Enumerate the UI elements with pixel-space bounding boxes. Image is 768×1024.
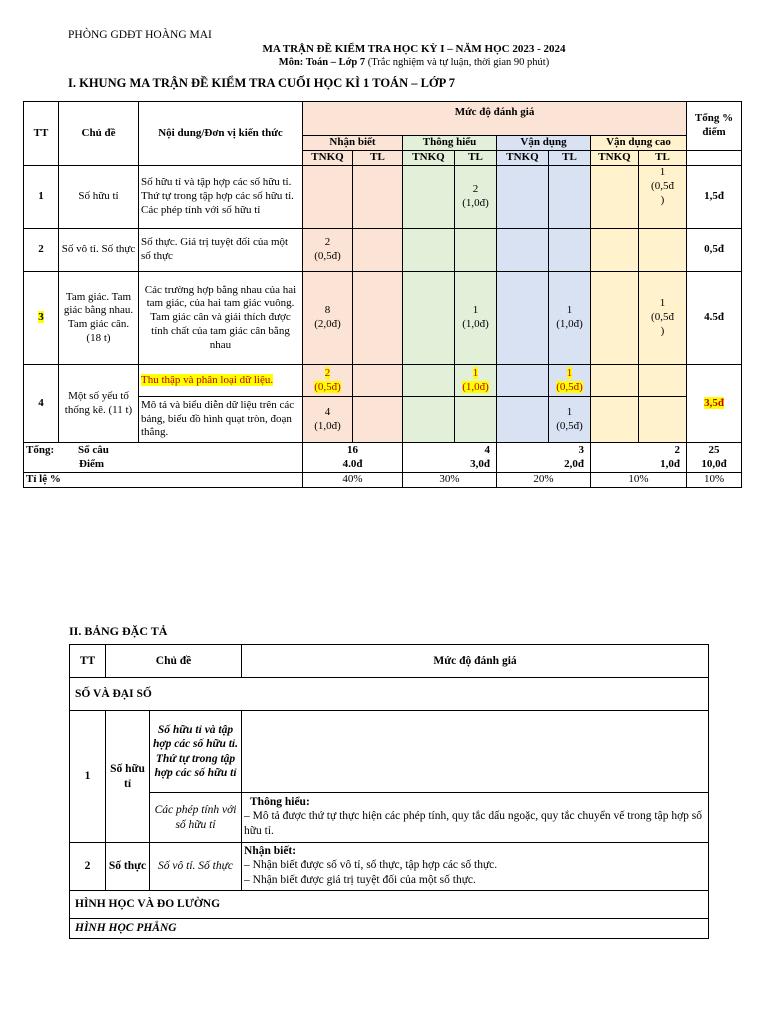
row-content-b: Mô tả và biểu diễn dữ liệu trên các bảng, biểu đồ hình quạt tròn, đoạn thẳng. bbox=[139, 397, 303, 443]
cell-score-tail: ) bbox=[660, 324, 665, 337]
totals-count: 16 bbox=[347, 443, 358, 456]
table-row bbox=[70, 711, 709, 793]
row-content: Số hữu tỉ và tập hợp các số hữu tỉ. Thứ tự trong tập hợp các số hữu tỉ. Các phép tính với số hữu tỉ bbox=[139, 166, 303, 229]
sub-tl: TL bbox=[639, 151, 687, 166]
table-row bbox=[24, 365, 742, 397]
cell bbox=[403, 365, 455, 397]
col-header-topic: Chủ đề bbox=[59, 102, 139, 166]
totals-label bbox=[24, 443, 303, 473]
cell bbox=[549, 272, 591, 365]
row-topic: Tam giác. Tam giác bằng nhau. Tam giác cân. (18 t) bbox=[59, 272, 139, 365]
cell bbox=[403, 229, 455, 272]
spec-subtopic: Số vô tỉ. Số thực bbox=[150, 843, 242, 891]
ratio-all: 10% bbox=[687, 473, 742, 488]
table-row bbox=[70, 793, 709, 843]
cell-score: (0,5đ bbox=[651, 311, 674, 324]
spec-level-cell bbox=[242, 711, 709, 793]
cell-count: 2 bbox=[472, 183, 479, 196]
totals-row bbox=[24, 443, 742, 473]
sub-tl: TL bbox=[353, 151, 403, 166]
ratio-label: Tỉ lệ % bbox=[24, 473, 303, 488]
ratio-nb: 40% bbox=[303, 473, 403, 488]
cell-score: (1,0đ) bbox=[462, 197, 489, 209]
cell bbox=[303, 229, 353, 272]
cell bbox=[639, 166, 687, 229]
cell bbox=[591, 229, 639, 272]
cell-score: (1,0đ) bbox=[556, 318, 583, 330]
cell bbox=[455, 397, 497, 443]
spec-group-hinh-hoc-phang: HÌNH HỌC PHẲNG bbox=[70, 919, 709, 939]
totals-count: 2 bbox=[674, 443, 681, 456]
cell bbox=[549, 365, 591, 397]
cell bbox=[353, 365, 403, 397]
table-row bbox=[24, 229, 742, 272]
row-topic: Số hữu tỉ bbox=[59, 166, 139, 229]
sub-tnkq: TNKQ bbox=[303, 151, 353, 166]
ratio-vdc: 10% bbox=[591, 473, 687, 488]
spec-row-topic: Số thực bbox=[106, 843, 150, 891]
cell bbox=[455, 229, 497, 272]
cell bbox=[591, 166, 639, 229]
cell bbox=[455, 272, 497, 365]
cell bbox=[639, 229, 687, 272]
col-header-levels: Mức độ đánh giá bbox=[303, 102, 687, 136]
cell bbox=[497, 397, 549, 443]
document-title: MA TRẬN ĐỀ KIỂM TRA HỌC KỲ I – NĂM HỌC 2023 - 2024 bbox=[262, 43, 566, 55]
cell-score: (0,5đ) bbox=[556, 419, 583, 432]
spec-header-tt: TT bbox=[70, 645, 106, 678]
cell bbox=[591, 365, 639, 397]
subject-label: Môn: Toán – Lớp 7 bbox=[278, 57, 366, 68]
cell bbox=[353, 229, 403, 272]
row-content: Các trường hợp bằng nhau của hai tam giác, của hai tam giác vuông. Tam giác cân và giải thích được tính chất của tam giác cân bằng nhau bbox=[139, 272, 303, 365]
cell bbox=[591, 272, 639, 365]
spec-subtopic: Các phép tính với số hữu tỉ bbox=[150, 793, 242, 843]
col-header-content: Nội dung/Đơn vị kiến thức bbox=[139, 102, 303, 166]
cell-count: 4 bbox=[324, 405, 331, 418]
sub-tl: TL bbox=[549, 151, 591, 166]
totals-vd bbox=[497, 443, 591, 473]
cell bbox=[549, 166, 591, 229]
cell bbox=[591, 397, 639, 443]
cell-count: 1 bbox=[659, 166, 666, 178]
assessment-matrix-table bbox=[23, 101, 742, 488]
content-highlight: Thu thập và phân loại dữ liệu. bbox=[141, 373, 274, 386]
spec-level-text: – Mô tả được thứ tự thực hiện các phép tính, quy tắc dấu ngoặc, quy tắc chuyển vế trong tập hợp số hữu tỉ. bbox=[244, 810, 703, 837]
row-total: 0,5đ bbox=[687, 229, 742, 272]
totals-score: 4.0đ bbox=[342, 457, 363, 470]
cell-score: (1,0đ) bbox=[314, 419, 341, 432]
cell-count: 8 bbox=[324, 304, 331, 317]
cell-count: 1 bbox=[566, 304, 573, 317]
spec-header-topic: Chủ đề bbox=[106, 645, 242, 678]
cell bbox=[303, 272, 353, 365]
cell-score: (0,5đ) bbox=[314, 380, 341, 393]
cell bbox=[403, 272, 455, 365]
cell bbox=[639, 397, 687, 443]
cell-score: (2,0đ) bbox=[314, 318, 341, 330]
ratio-th: 30% bbox=[403, 473, 497, 488]
spec-row-topic: Số hữu tỉ bbox=[106, 711, 150, 843]
cell bbox=[497, 166, 549, 229]
table-row bbox=[24, 166, 742, 229]
ratio-row bbox=[24, 473, 742, 488]
spec-group-hinh-hoc: HÌNH HỌC VÀ ĐO LƯỜNG bbox=[70, 891, 709, 919]
sub-tnkq: TNKQ bbox=[497, 151, 549, 166]
spec-level-heading: Thông hiểu: bbox=[250, 796, 310, 808]
cell-score: (1,0đ) bbox=[462, 318, 489, 330]
specification-table bbox=[69, 644, 709, 939]
spec-row-tt: 1 bbox=[70, 711, 106, 843]
totals-score: 1,0đ bbox=[660, 457, 681, 470]
spec-level-text: – Nhận biết được số vô tỉ, số thực, tập hợp các số thực. bbox=[244, 859, 498, 872]
spec-level-text: – Nhận biết được giá trị tuyệt đối của một số thực. bbox=[244, 873, 476, 886]
row-content: Số thực. Giá trị tuyệt đối của một số thực bbox=[139, 229, 303, 272]
cell bbox=[549, 229, 591, 272]
empty-cell bbox=[687, 151, 742, 166]
cell bbox=[497, 229, 549, 272]
cell-count: 1 bbox=[472, 366, 479, 379]
row-total bbox=[687, 365, 742, 443]
cell-count: 1 bbox=[566, 366, 573, 379]
totals-label-b: Số câu bbox=[78, 443, 109, 456]
cell bbox=[303, 397, 353, 443]
totals-count: 3 bbox=[578, 443, 584, 456]
spec-level-cell bbox=[242, 843, 709, 891]
subject-note: (Trắc nghiệm và tự luận, thời gian 90 phút) bbox=[367, 57, 550, 68]
row-topic: Một số yếu tố thống kê. (11 t) bbox=[59, 365, 139, 443]
cell-count: 2 bbox=[324, 236, 331, 249]
col-header-total: Tổng % điểm bbox=[687, 102, 742, 151]
table-row bbox=[24, 272, 742, 365]
row-topic: Số vô tỉ. Số thực bbox=[59, 229, 139, 272]
totals-th bbox=[403, 443, 497, 473]
cell bbox=[455, 365, 497, 397]
level-van-dung-cao: Vận dụng cao bbox=[591, 136, 687, 151]
cell bbox=[353, 397, 403, 443]
totals-count: 25 bbox=[708, 443, 720, 456]
cell-count: 1 bbox=[472, 304, 479, 317]
row-tt: 2 bbox=[24, 229, 59, 272]
cell bbox=[353, 272, 403, 365]
sub-tnkq: TNKQ bbox=[403, 151, 455, 166]
sub-tnkq: TNKQ bbox=[591, 151, 639, 166]
cell bbox=[303, 365, 353, 397]
totals-label-c: Điểm bbox=[79, 457, 105, 470]
table-row bbox=[70, 843, 709, 891]
cell bbox=[639, 365, 687, 397]
level-van-dung: Vận dụng bbox=[497, 136, 591, 151]
cell-score-tail: ) bbox=[660, 193, 665, 206]
spec-group-so-dai-so: SỐ VÀ ĐẠI SỐ bbox=[70, 678, 709, 711]
cell-count: 1 bbox=[659, 297, 666, 310]
cell bbox=[549, 397, 591, 443]
section-2-title: II. BẢNG ĐẶC TẢ bbox=[69, 624, 168, 638]
ratio-vd: 20% bbox=[497, 473, 591, 488]
org-name: PHÒNG GDĐT HOÀNG MAI bbox=[68, 29, 212, 41]
level-thong-hieu: Thông hiểu bbox=[403, 136, 497, 151]
spec-level-cell bbox=[242, 793, 709, 843]
cell-count: 2 bbox=[324, 366, 331, 379]
row-tt: 1 bbox=[24, 166, 59, 229]
totals-all bbox=[687, 443, 742, 473]
spec-header-level: Mức độ đánh giá bbox=[242, 645, 709, 678]
cell-score: (0,5đ bbox=[651, 179, 674, 192]
level-nhan-biet: Nhận biết bbox=[303, 136, 403, 151]
cell bbox=[639, 272, 687, 365]
cell bbox=[497, 365, 549, 397]
totals-label-a: Tổng: bbox=[26, 443, 55, 456]
cell bbox=[303, 166, 353, 229]
cell bbox=[353, 166, 403, 229]
totals-vdc bbox=[591, 443, 687, 473]
spec-level-heading: Nhận biết: bbox=[244, 845, 297, 857]
sub-tl: TL bbox=[455, 151, 497, 166]
row-total: 1,5đ bbox=[687, 166, 742, 229]
totals-count: 4 bbox=[484, 443, 490, 456]
row-tt bbox=[24, 272, 59, 365]
spec-row-tt: 2 bbox=[70, 843, 106, 891]
cell-score: (0,5đ) bbox=[556, 380, 583, 393]
cell bbox=[497, 272, 549, 365]
totals-nb bbox=[303, 443, 403, 473]
totals-score: 3,0đ bbox=[470, 457, 490, 470]
cell bbox=[403, 166, 455, 229]
cell-score: (1,0đ) bbox=[462, 380, 489, 393]
totals-score: 2,0đ bbox=[564, 457, 584, 470]
cell bbox=[455, 166, 497, 229]
row-tt-highlight: 3 bbox=[38, 311, 44, 324]
cell bbox=[403, 397, 455, 443]
totals-score: 10,0đ bbox=[701, 457, 727, 470]
row-total: 4.5đ bbox=[687, 272, 742, 365]
document-subtitle bbox=[0, 57, 768, 68]
col-header-tt: TT bbox=[24, 102, 59, 166]
spec-subtopic: Số hữu tỉ và tập hợp các số hữu tỉ. Thứ tự trong tập hợp các số hữu tỉ bbox=[150, 711, 242, 793]
row-tt: 4 bbox=[24, 365, 59, 443]
cell-score: (0,5đ) bbox=[314, 250, 341, 262]
row-content-a bbox=[139, 365, 303, 397]
section-1-title: I. KHUNG MA TRẬN ĐỀ KIỂM TRA CUỐI HỌC KÌ 1 TOÁN – LỚP 7 bbox=[68, 76, 455, 90]
total-highlight: 3,5đ bbox=[704, 396, 724, 409]
cell-count: 1 bbox=[566, 405, 573, 418]
